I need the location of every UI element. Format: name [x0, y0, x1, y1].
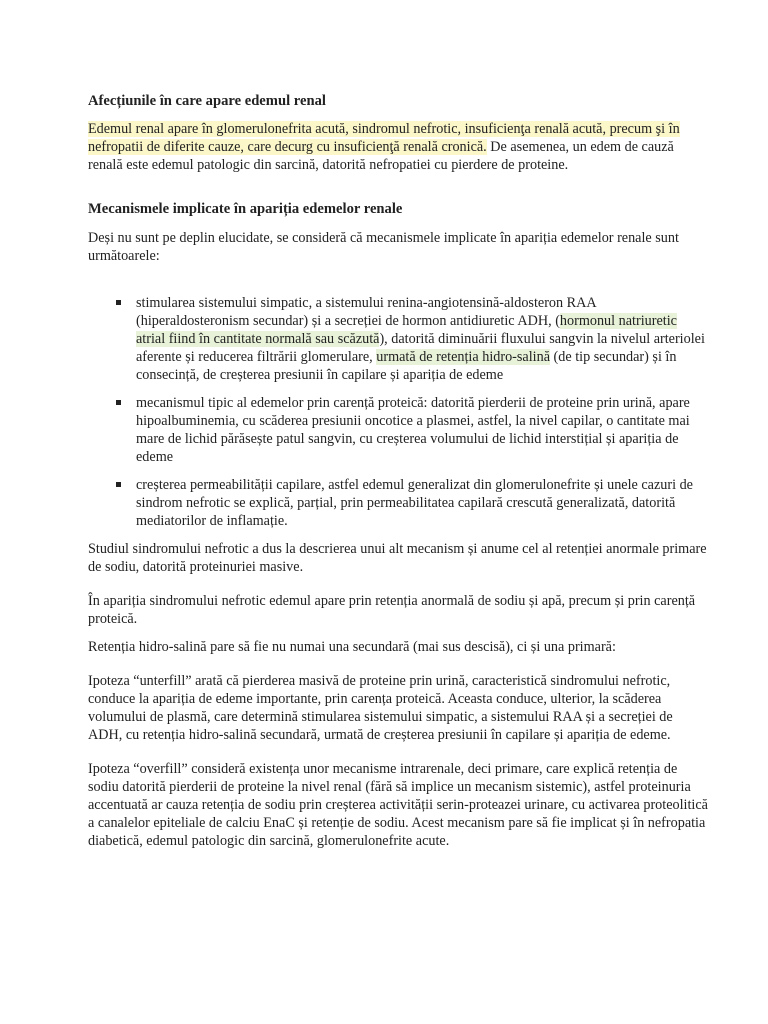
paragraph-mechanisms-intro: Deși nu sunt pe deplin elucidate, se consideră că mecanismele implicate în apariția edemelor renale sunt următoarele:: [88, 230, 679, 264]
paragraph-overfill-hypothesis: Ipoteza “overfill” consideră existența unor mecanisme intrarenale, deci primare, care explică retenția de sodiu datorită pierderii de proteine la nivel renal (fără să implice un mecanism sistemic), astfel proteinuria accentuată ar cauza retenția de sodiu prin creșterea activității serin-proteazei urinare, cu activarea proteolitică a canalelor epiteliale de calciu EnaC și retenție de sodiu. Acest mecanism pare să fie implicat și în nefropatia diabetică, edemul patologic din sarcină, glomerulonefrite acute.: [88, 761, 708, 849]
list-item-capillary-permeability: creșterea permeabilității capilare, astfel edemul generalizat din glomerulonefrite și unele cazuri de sindrom nefrotic se explică, parțial, prin permeabilitatea capilară crescută generalizată, datorită mediatorilor de inflamație.: [136, 476, 708, 530]
paragraph-underfill-hypothesis: Ipoteza “unterfill” arată că pierderea masivă de proteine prin urină, caracteristică sindromului nefrotic, conduce la apariția de edeme importante, prin carența proteică. Aceasta conduce, ulterior, la scăderea volumului de plasmă, care determină stimularea sistemului simpatic, a sistemului RAA și a secreției de ADH, cu retenția hidro-salină secundară, urmată de creșterea presiunii în capilare și apariția de edeme.: [88, 673, 673, 743]
section-heading-mechanisms: Mecanismele implicate în apariția edemelor renale: [88, 201, 403, 217]
paragraph-renal-edema-causes: [88, 120, 708, 174]
list-item-text: ), datorită diminuării fluxului sangvin la nivelul arteriolei aferente și reducerea filtrării glomerulare,: [136, 331, 705, 365]
paragraph-text: De asemenea, un edem de cauză renală este edemul patologic din sarcină, datorită nefropatiei cu pierdere de proteine.: [88, 139, 674, 173]
list-item-sympathetic: [136, 294, 708, 384]
highlighted-text: urmată de retenția hidro-salină: [376, 349, 550, 365]
section-heading-affections: Afecțiunile în care apare edemul renal: [88, 93, 326, 109]
paragraph-nephrotic-edema: În apariția sindromului nefrotic edemul apare prin retenția anormală de sodiu și apă, precum și prin carență proteică.: [88, 593, 696, 627]
highlighted-text: Edemul renal apare în glomerulonefrita acută, sindromul nefrotic, insuficienţa renală acută, precum şi în nefropatii de diferite cauze, care decurg cu insuficienţă renală cronică.: [88, 121, 680, 155]
list-item-text: stimularea sistemului simpatic, a sistemului renina-angiotensină-aldosteron RAA (hiperaldosteronism secundar) și a secreției de hormon antidiuretic ADH, (: [136, 295, 596, 329]
paragraph-hydrosaline-retention: Retenția hidro-salină pare să fie nu numai una secundară (mai sus descisă), ci și una primară:: [88, 639, 616, 655]
highlighted-text: hormonul natriuretic atrial fiind în cantitate normală sau scăzută: [136, 313, 677, 347]
mechanisms-list: [88, 294, 708, 530]
list-item-text: (de tip secundar) și în consecință, de creșterea presiunii în capilare și apariția de edeme: [136, 349, 677, 383]
list-item-protein-deficiency: mecanismul tipic al edemelor prin carență proteică: datorită pierderii de proteine prin urină, apare hipoalbuminemia, cu scăderea presiunii oncotice a plasmei, astfel, la nivel capilar, o cantitate mai mare de lichid părăsește patul sangvin, cu creșterea volumului de lichid interstițial și apariția de edeme: [136, 394, 708, 466]
paragraph-nephrotic-study: Studiul sindromului nefrotic a dus la descrierea unui alt mecanism și anume cel al retenției anormale primare de sodiu, datorită proteinuriei masive.: [88, 541, 707, 575]
